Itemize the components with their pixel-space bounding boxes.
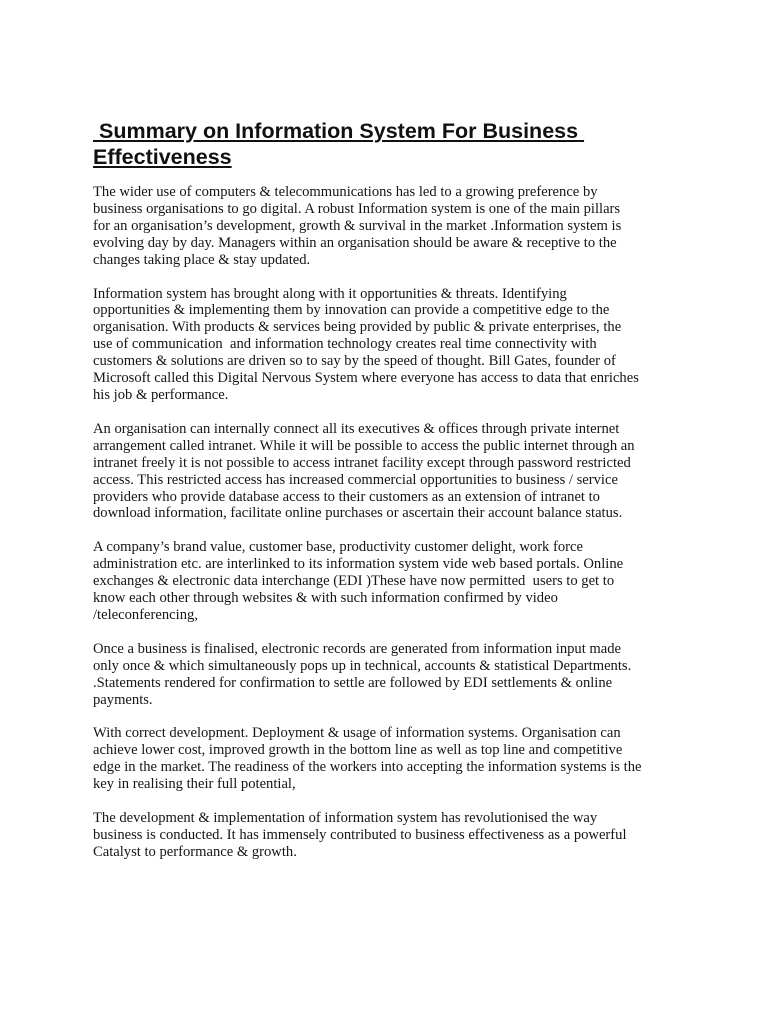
paragraph xyxy=(93,539,683,624)
paragraph-line: payments. xyxy=(93,691,153,708)
paragraph xyxy=(93,810,683,861)
paragraph-line: The development & implementation of information system has revolutionised the way xyxy=(93,810,598,827)
paragraph-line: intranet freely it is not possible to access intranet facility except through password restricted xyxy=(93,454,631,471)
paragraph-line: key in realising their full potential, xyxy=(93,776,296,793)
paragraph-line: A company’s brand value, customer base, productivity customer delight, work force xyxy=(93,539,583,556)
document-body xyxy=(93,184,683,878)
document-title: Summary on Information System For Business Effectiveness xyxy=(93,119,585,169)
paragraph-line: providers who provide database access to their customers as an extension of intranet to xyxy=(93,488,600,505)
paragraph-line: customers & solutions are driven so to say by the speed of thought. Bill Gates, founder of xyxy=(93,353,616,370)
paragraph-line: exchanges & electronic data interchange (EDI )These have now permitted users to get to xyxy=(93,573,615,590)
paragraph-line: know each other through websites & with such information confirmed by video xyxy=(93,590,558,607)
paragraph-line: achieve lower cost, improved growth in the bottom line as well as top line and competitive xyxy=(93,742,623,759)
paragraph xyxy=(93,725,683,793)
paragraph-line: An organisation can internally connect all its executives & offices through private internet xyxy=(93,420,620,437)
paragraph-line: download information, facilitate online purchases or ascertain their account balance status. xyxy=(93,505,623,522)
paragraph-line: With correct development. Deployment & usage of information systems. Organisation can xyxy=(93,725,621,742)
paragraph-line: /teleconferencing, xyxy=(93,606,198,623)
paragraph-line: Catalyst to performance & growth. xyxy=(93,843,297,860)
paragraph-line: Microsoft called this Digital Nervous System where everyone has access to data that enriches xyxy=(93,370,639,387)
paragraph xyxy=(93,641,683,709)
paragraph-line: use of communication and information technology creates real time connectivity with xyxy=(93,336,597,353)
paragraph-line: changes taking place & stay updated. xyxy=(93,251,311,268)
paragraph-line: evolving day by day. Managers within an organisation should be aware & receptive to the xyxy=(93,234,617,251)
paragraph-line: arrangement called intranet. While it will be possible to access the public internet through an xyxy=(93,437,635,454)
paragraph-line: Once a business is finalised, electronic records are generated from information input made xyxy=(93,640,622,657)
paragraph-line: .Statements rendered for confirmation to settle are followed by EDI settlements & online xyxy=(93,674,613,691)
paragraph-line: Information system has brought along with it opportunities & threats. Identifying xyxy=(93,285,567,302)
paragraph xyxy=(93,184,683,269)
paragraph-line: access. This restricted access has increased commercial opportunities to business / service xyxy=(93,471,618,488)
paragraph-line: for an organisation’s development, growth & survival in the market .Information system is xyxy=(93,217,622,234)
paragraph-line: his job & performance. xyxy=(93,386,229,403)
paragraph-line: opportunities & implementing them by innovation can provide a competitive edge to the xyxy=(93,302,610,319)
paragraph-line: only once & which simultaneously pops up in technical, accounts & statistical Departments. xyxy=(93,657,632,674)
paragraph-line: organisation. With products & services being provided by public & private enterprises, the xyxy=(93,319,622,336)
paragraph-line: administration etc. are interlinked to its information system vide web based portals. Online xyxy=(93,556,624,573)
paragraph xyxy=(93,421,683,522)
paragraph-line: business is conducted. It has immensely contributed to business effectiveness as a powerful xyxy=(93,827,627,843)
paragraph-line: edge in the market. The readiness of the workers into accepting the information systems is the xyxy=(93,759,642,776)
paragraph-line: business organisations to go digital. A robust Information system is one of the main pillars xyxy=(93,200,621,217)
paragraph-line: The wider use of computers & telecommunications has led to a growing preference by xyxy=(93,184,598,200)
paragraph xyxy=(93,286,683,404)
